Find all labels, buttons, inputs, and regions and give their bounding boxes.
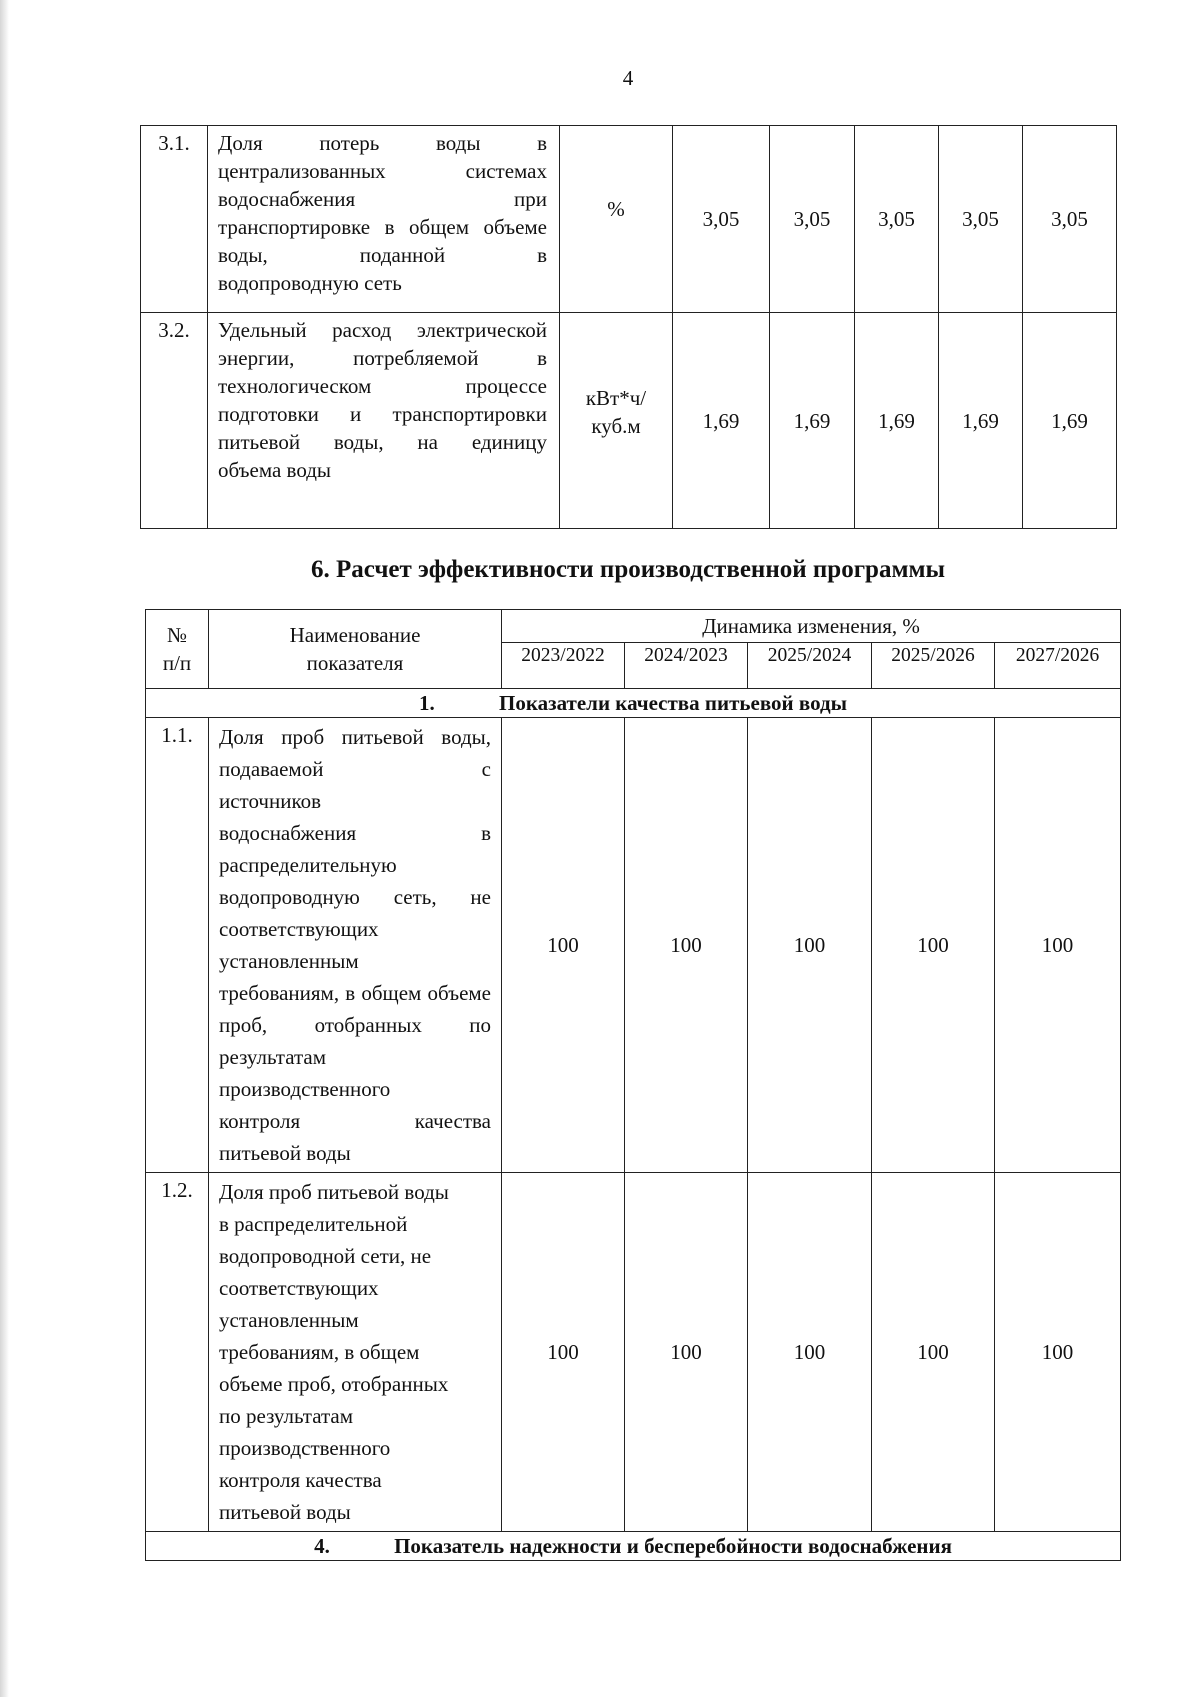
table-row xyxy=(141,126,1117,313)
row-number: 1.2. xyxy=(146,1173,209,1532)
table-row xyxy=(146,718,1121,1173)
value-cell: 100 xyxy=(995,1173,1121,1532)
table-row xyxy=(141,313,1117,529)
value-cell: 1,69 xyxy=(939,313,1023,529)
row-number: 1.1. xyxy=(146,718,209,1173)
value-cell: 1,69 xyxy=(1023,313,1117,529)
value-cell: 100 xyxy=(625,1173,748,1532)
value-cell: 3,05 xyxy=(855,126,939,313)
indicators-table-continued xyxy=(140,125,1117,529)
value-cell: 1,69 xyxy=(673,313,770,529)
year-header: 2025/2026 xyxy=(872,643,995,689)
indicator-name: Удельный расход электрической энергии, потребляемой в технологическом процессе подготовки и транспортировки питьевой воды, на единицу объема воды xyxy=(208,313,560,529)
value-cell: 1,69 xyxy=(855,313,939,529)
page-number: 4 xyxy=(622,66,634,90)
value-cell: 100 xyxy=(995,718,1121,1173)
value-cell: 100 xyxy=(502,718,625,1173)
year-header: 2025/2024 xyxy=(748,643,872,689)
value-cell: 100 xyxy=(872,1173,995,1532)
header-num: № п/п xyxy=(146,610,209,689)
scan-page-edge xyxy=(0,0,9,1697)
section-row xyxy=(146,689,1121,718)
indicator-name: Доля проб питьевой воды в распределительной водопроводной сети, не соответствующих установленным требованиям, в общем объеме проб, отобранных по результатам производственного контроля качества питьевой воды xyxy=(209,1173,502,1532)
efficiency-table xyxy=(145,609,1121,1561)
indicator-name: Доля потерь воды в централизованных системах водоснабжения при транспортировке в общем объеме воды, поданной в водопроводную сеть xyxy=(208,126,560,313)
section-row xyxy=(146,1532,1121,1561)
value-cell: 3,05 xyxy=(770,126,855,313)
indicator-name: Доля проб питьевой воды, подаваемой с источников водоснабжения в распределительную водопроводную сеть, не соответствующих установленным требованиям, в общем объеме проб, отобранных по результатам производственного контроля качества питьевой воды xyxy=(209,718,502,1173)
year-header: 2027/2026 xyxy=(995,643,1121,689)
year-header: 2023/2022 xyxy=(502,643,625,689)
value-cell: 3,05 xyxy=(939,126,1023,313)
unit-cell: кВт*ч/ куб.м xyxy=(560,313,673,529)
row-number: 3.1. xyxy=(141,126,208,313)
header-row xyxy=(146,610,1121,643)
row-number: 3.2. xyxy=(141,313,208,529)
value-cell: 100 xyxy=(748,718,872,1173)
value-cell: 1,69 xyxy=(770,313,855,529)
unit-cell: % xyxy=(560,126,673,313)
section-title: 6. Расчет эффективности производственной программы xyxy=(310,556,946,583)
value-cell: 100 xyxy=(625,718,748,1173)
value-cell: 3,05 xyxy=(1023,126,1117,313)
year-header: 2024/2023 xyxy=(625,643,748,689)
section-heading: 4. Показатель надежности и бесперебойности водоснабжения xyxy=(146,1532,1121,1561)
value-cell: 100 xyxy=(748,1173,872,1532)
header-dynamics: Динамика изменения, % xyxy=(502,610,1121,643)
section-heading: 1. Показатели качества питьевой воды xyxy=(146,689,1121,718)
value-cell: 3,05 xyxy=(673,126,770,313)
value-cell: 100 xyxy=(872,718,995,1173)
header-name: Наименование показателя xyxy=(209,610,502,689)
table-row xyxy=(146,1173,1121,1532)
value-cell: 100 xyxy=(502,1173,625,1532)
